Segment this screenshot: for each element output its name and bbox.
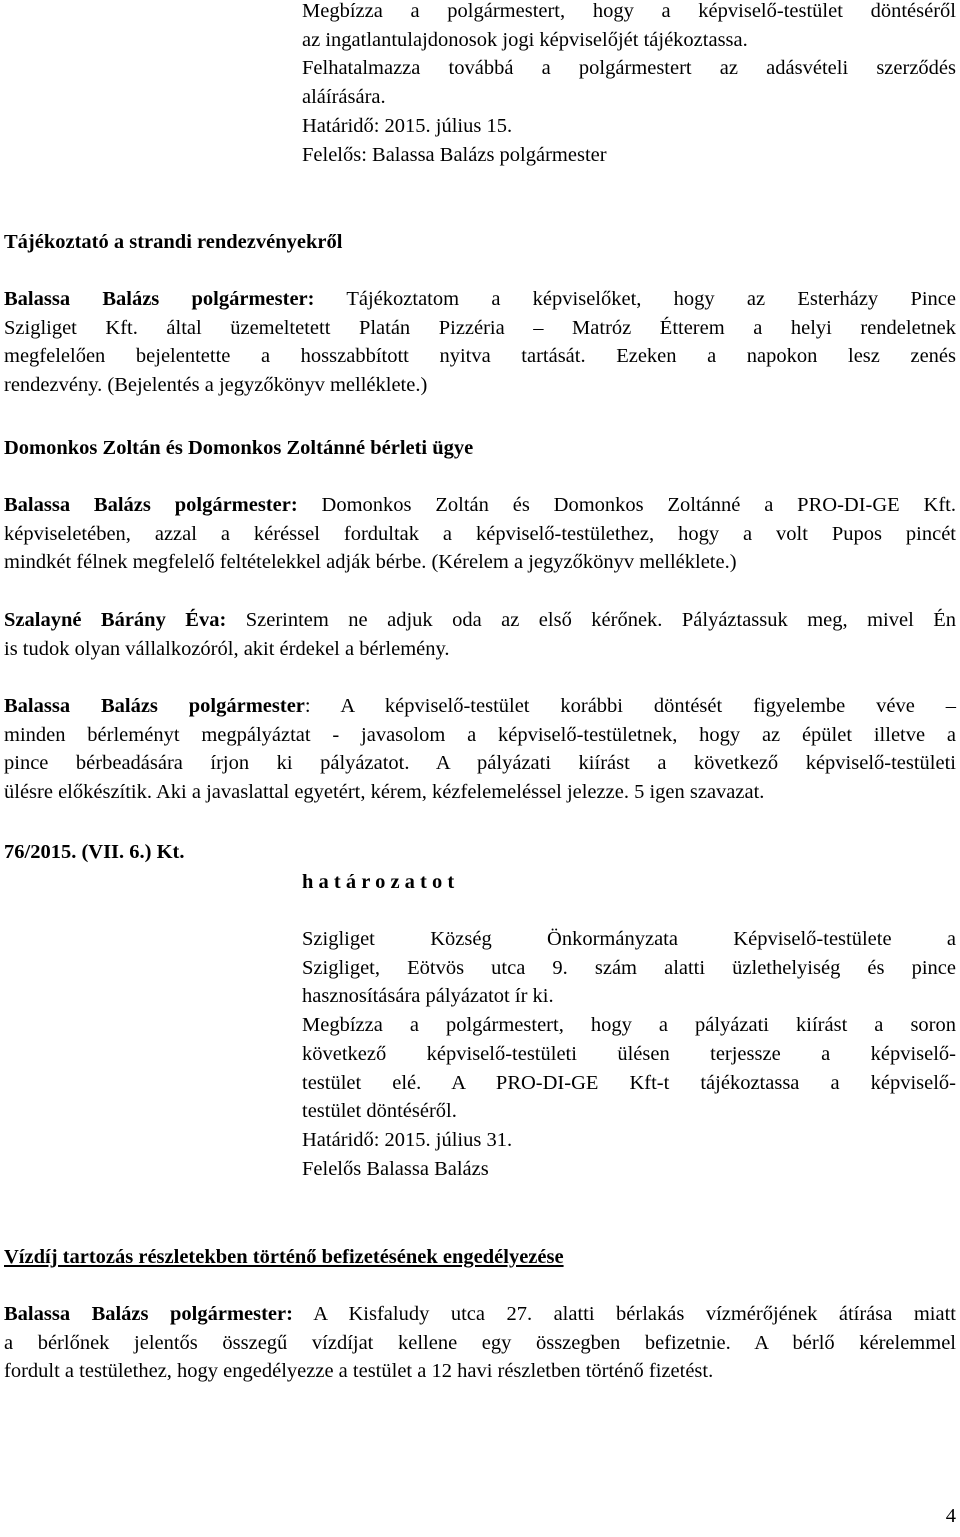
- text-line: fordult a testülethez, hogy engedélyezze a testület a 12 havi részletben történő fizetést.: [4, 1360, 714, 1383]
- text-segment: Tájékoztatom a képviselőket, hogy az Esterházy Pince: [314, 288, 956, 310]
- text-line: hasznosítására pályázatot ír ki.: [302, 985, 554, 1008]
- text-line: is tudok olyan vállalkozóról, akit érdekel a bérlemény.: [4, 637, 450, 660]
- speaker-name: Balassa Balázs polgármester:: [4, 494, 298, 516]
- responsible: Felelős: Balassa Balázs polgármester: [302, 143, 607, 166]
- text-line: testület elé. A PRO-DI-GE Kft-t tájékoztassa a képviselő-: [302, 1071, 956, 1094]
- page-number: 4: [945, 1505, 956, 1527]
- text-line: aláírására.: [302, 86, 386, 109]
- text-line: az ingatlantulajdonosok jogi képviselőjét tájékoztassa.: [302, 28, 748, 51]
- section-heading-vizdij: Vízdíj tartozás részletekben történő befizetésének engedélyezése: [4, 1246, 564, 1268]
- paragraph-vizdij: [4, 1300, 956, 1386]
- text-line: Felhatalmazza továbbá a polgármestert az adásvételi szerződés: [302, 57, 956, 80]
- deadline: Határidő: 2015. július 31.: [302, 1128, 513, 1151]
- section-heading-domonkos: Domonkos Zoltán és Domonkos Zoltánné bérleti ügye: [4, 437, 474, 459]
- text-line: Szigliget, Eötvös utca 9. szám alatti üzlethelyiség és pince: [302, 956, 956, 979]
- text-line: mindkét félnek megfelelő feltételekkel adják bérbe. (Kérelem a jegyzőkönyv melléklete.): [4, 551, 737, 574]
- resolution-title: h a t á r o z a t o t: [302, 871, 455, 893]
- paragraph-domonkos: [4, 491, 956, 577]
- resolution-number: 76/2015. (VII. 6.) Kt.: [4, 841, 185, 863]
- text-line: pince bérbeadására írjon ki pályázatot. A pályázati kiírást a következő képviselő-testületi: [4, 752, 956, 775]
- text-segment: Domonkos Zoltán és Domonkos Zoltánné a PRO-DI-GE Kft.: [297, 494, 956, 516]
- text-line: a bérlőnek jelentős összegű vízdíjat kellene egy összegben befizetnie. A bérlő kérelemmel: [4, 1331, 956, 1354]
- text-segment: Szerintem ne adjuk oda az első kérőnek. Pályáztassuk meg, mivel Én: [226, 609, 956, 631]
- text-line: [4, 692, 956, 721]
- deadline: Határidő: 2015. július 15.: [302, 114, 513, 137]
- resolution-text-previous: [302, 0, 956, 169]
- speaker-name: Szalayné Bárány Éva:: [4, 609, 227, 631]
- paragraph-szalayne: [4, 606, 956, 663]
- text-line: [4, 1300, 956, 1329]
- text-line: következő képviselő-testületi ülésen terjessze a képviselő-: [302, 1042, 956, 1065]
- text-segment: A Kisfaludy utca 27. alatti bérlakás vízmérőjének átírása miatt: [292, 1303, 956, 1325]
- paragraph-mayor-proposal: [4, 692, 956, 807]
- text-line: Megbízza a polgármestert, hogy a képviselő-testület döntéséről: [302, 0, 956, 22]
- speaker-name: Balassa Balázs polgármester:: [4, 288, 315, 310]
- text-line: [4, 285, 956, 314]
- text-line: rendezvény. (Bejelentés a jegyzőkönyv melléklete.): [4, 374, 428, 397]
- text-line: Megbízza a polgármestert, hogy a pályázati kiírást a soron: [302, 1014, 956, 1037]
- responsible: Felelős Balassa Balázs: [302, 1157, 489, 1180]
- text-line: ülésre előkészítik. Aki a javaslattal egyetért, kérem, kézfelemeléssel jelezze. 5 igen szavazat.: [4, 781, 765, 804]
- resolution-body: [302, 925, 956, 1183]
- text-line: Szigliget Község Önkormányzata Képviselő-testülete a: [302, 928, 956, 950]
- text-line: [4, 491, 956, 520]
- text-segment: : A képviselő-testület korábbi döntését figyelembe véve –: [304, 695, 956, 717]
- text-line: képviseletében, azzal a kéréssel fordultak a képviselő-testülethez, hogy a volt Pupos pincét: [4, 522, 956, 545]
- speaker-name: Balassa Balázs polgármester:: [4, 1303, 293, 1325]
- section-heading-strand: Tájékoztató a strandi rendezvényekről: [4, 231, 343, 253]
- text-line: testület döntéséről.: [302, 1100, 457, 1123]
- paragraph-strand: [4, 285, 956, 400]
- text-line: [4, 606, 956, 635]
- speaker-name: Balassa Balázs polgármester: [4, 695, 305, 717]
- text-line: megfelelően bejelentette a hosszabbított nyitva tartását. Ezeken a napokon lesz zenés: [4, 345, 956, 368]
- text-line: minden bérleményt megpályáztat - javasolom a képviselő-testületnek, hogy az épület illetve a: [4, 723, 956, 746]
- text-line: Szigliget Kft. által üzemeltetett Platán Pizzéria – Matróz Étterem a helyi rendeletnek: [4, 316, 956, 339]
